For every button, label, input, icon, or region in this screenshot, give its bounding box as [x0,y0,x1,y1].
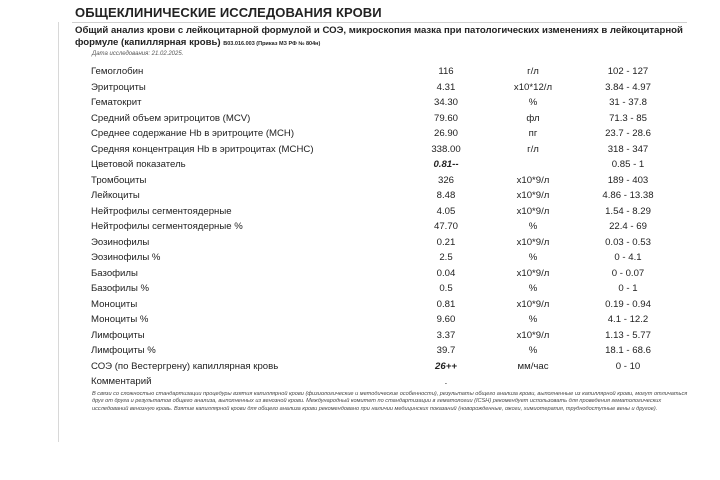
result-unit-text: г/л [527,143,539,155]
test-title [75,25,690,50]
result-value-text: 116 [438,66,454,77]
result-unit [516,190,566,201]
result-name-text: Комментарий [91,376,152,387]
result-name [91,66,143,77]
footnote: В связи со сложностью стандартизации процедуры взятия капиллярной крови (физиологические и методические особенности), результаты общего анализа крови, выполненные из капиллярной крови, могут отличаться друг от друга и результатов общего анализа, выполненных из венозной крови. Международный комитет по стандартизации в гематологии (ICSH) рекомендует использовать для проведения гематологических исследований венозную кровь. Взятие капиллярной крови для общего анализа крови рекомендовано при наличии медицинских показаний (новорожденные, ожоги, химиотерапия, труднодоступные вены и другое). [92,391,688,412]
result-unit-text: мм/час [517,360,549,372]
result-value-text: 0.04 [436,267,456,279]
result-unit [513,81,571,93]
result-reference-text: 318 - 347 [607,143,649,155]
table-row [91,360,691,376]
result-value [439,283,453,294]
table-row [91,267,691,283]
result-unit-text: % [528,345,538,356]
result-reference [618,283,647,294]
result-reference-text: 0 - 1 [618,283,638,294]
table-row [91,143,691,159]
result-name [91,314,148,325]
result-reference [605,205,674,217]
result-value-text: 26++ [435,360,457,372]
result-unit-text: x10*12/л [513,81,553,93]
result-unit [516,205,566,217]
result-value-text: 34.30 [433,97,459,108]
result-name-text: Моноциты % [91,314,149,325]
result-name-text: Базофилы % [91,283,150,294]
result-name-text: СОЭ (по Вестергрену) капиллярная кровь [91,360,279,372]
result-name-text: Нейтрофилы сегментоядерные % [91,221,243,232]
result-name [91,221,243,232]
result-name [91,206,232,217]
table-row [91,220,691,236]
page-title: ОБЩЕКЛИНИЧЕСКИЕ ИССЛЕДОВАНИЯ КРОВИ [75,5,382,20]
result-reference-text: 0.03 - 0.53 [605,236,651,248]
result-name [91,190,140,201]
result-unit [516,267,566,279]
test-name: Общий анализ крови с лейкоцитарной формулой и СОЭ, микроскопия мазка при патологических изменениях в лейкоцитарной формуле (капиллярная кровь) [75,25,683,48]
result-name-text: Моноциты [91,298,138,310]
result-unit [528,252,542,263]
result-name-text: Цветовой показатель [91,159,186,170]
result-name-text: Лимфоциты [91,329,145,341]
result-value [433,97,459,108]
table-row [91,96,691,112]
result-unit [516,236,566,248]
result-reference [607,143,669,155]
result-value-text: 39.7 [436,345,456,356]
result-reference [609,221,666,232]
result-name [91,361,278,372]
table-row [91,313,691,329]
result-name [91,330,145,341]
result-name [91,376,151,387]
result-value [433,221,459,232]
table-row [91,344,691,360]
result-name [91,128,294,139]
result-reference [605,298,674,310]
result-unit [528,345,542,356]
result-value [436,190,456,201]
result-value-text: 338.00 [431,143,461,155]
result-reference [605,128,674,139]
result-reference [615,360,653,372]
study-date: Дата исследования: 21.02.2025. [92,51,184,57]
result-value-text: 9.60 [436,314,456,325]
table-row [91,127,691,143]
result-value [436,298,456,310]
result-unit-text: % [528,252,538,263]
result-value [438,66,454,77]
table-row [91,189,691,205]
table-row [91,298,691,314]
result-reference-text: 31 - 37.8 [609,97,647,108]
result-name-text: Нейтрофилы сегментоядерные [91,205,232,217]
result-unit-text: x10*9/л [516,267,550,279]
result-unit-text: x10*9/л [516,205,550,217]
result-unit-text: % [528,283,538,294]
result-reference [607,174,669,186]
result-reference-text: 4.1 - 12.2 [607,314,649,325]
result-value [436,81,456,93]
result-reference-text: 0 - 4.1 [614,252,642,263]
result-unit-text: % [528,314,538,325]
result-name [91,237,149,248]
result-reference [607,66,669,77]
result-reference [609,97,666,108]
result-value-text: 0.5 [439,283,453,294]
result-value-text: 0.81-- [433,159,459,170]
result-unit [528,221,542,232]
result-value [431,143,461,155]
result-name-text: Средняя концентрация Hb в эритроцитах (MCHC) [91,143,314,155]
result-unit-text: % [528,97,538,108]
result-unit [528,314,542,325]
result-name [91,283,149,294]
result-reference-text: 0 - 0.07 [611,267,645,279]
result-name [91,159,186,170]
result-reference [609,112,666,124]
result-value [433,128,459,139]
result-unit-text: фл [526,112,540,124]
result-name-text: Базофилы [91,267,138,279]
result-reference-text: 0 - 10 [615,360,641,372]
result-value-text: 8.48 [436,190,456,201]
result-name [91,175,146,186]
result-name [91,97,142,108]
result-value-text: 0.81 [436,298,456,310]
result-value [436,314,456,325]
result-reference-text: 102 - 127 [607,66,649,77]
table-row [91,81,691,97]
table-row [91,65,691,81]
result-unit [528,283,542,294]
result-value-text: 26.90 [433,128,459,139]
result-reference-text: 0.19 - 0.94 [605,298,651,310]
result-unit [516,329,566,341]
result-name [91,299,137,310]
result-name-text: Эозинофилы % [91,252,161,263]
result-unit-text: x10*9/л [516,298,550,310]
table-row [91,329,691,345]
result-name-text: Гемоглобин [91,66,144,77]
result-value [439,252,453,263]
result-unit [527,143,545,155]
result-reference [611,159,661,170]
test-code: B03.016.003 (Приказ МЗ РФ № 804н) [223,41,321,47]
result-reference [602,190,679,201]
result-value [435,360,457,372]
result-name-text: Средний объем эритроцитов (MCV) [91,112,251,124]
result-value [436,345,456,356]
result-value-text: 2.5 [439,252,453,263]
table-row [91,282,691,298]
table-row [91,158,691,174]
result-unit [526,112,546,124]
result-reference-text: 0.85 - 1 [611,159,645,170]
result-unit [528,128,542,139]
title-divider [72,22,687,23]
result-value-text: 326 [437,174,455,186]
result-reference-text: 18.1 - 68.6 [605,345,651,356]
result-reference-text: 189 - 403 [607,174,649,186]
result-name [91,252,160,263]
result-name-text: Тромбоциты [91,174,147,186]
result-value [436,236,456,248]
result-unit [516,174,566,186]
result-unit-text: % [528,221,538,232]
result-unit-text: x10*9/л [516,236,550,248]
result-value [436,267,456,279]
left-margin-rule [58,22,59,442]
result-value-text: 3.37 [436,329,456,341]
result-unit-text: x10*9/л [516,190,550,201]
table-row [91,375,691,391]
result-reference-text: 3.84 - 4.97 [605,81,651,93]
result-reference [605,345,674,356]
results-table [91,65,691,391]
result-unit-text: x10*9/л [516,329,550,341]
table-row [91,205,691,221]
result-value-text: 4.05 [436,205,456,217]
result-name-text: Лейкоциты [91,190,140,201]
result-value-text: 4.31 [436,81,456,93]
result-unit-text: г/л [527,66,539,77]
result-name [91,268,138,279]
result-value [446,376,447,387]
result-reference [605,329,674,341]
result-name [91,144,314,155]
result-unit [517,360,564,372]
result-reference-text: 71.3 - 85 [609,112,647,124]
result-reference-text: 1.13 - 5.77 [605,329,651,341]
result-reference-text: 4.86 - 13.38 [602,190,654,201]
result-reference [607,314,669,325]
result-reference-text: 23.7 - 28.6 [605,128,651,139]
result-reference [605,236,674,248]
result-unit [528,97,542,108]
result-reference-text: 22.4 - 69 [609,221,647,232]
result-value-text: 47.70 [433,221,459,232]
result-name [91,113,250,124]
result-name-text: Лимфоциты % [91,345,156,356]
result-value [433,112,459,124]
table-row [91,236,691,252]
result-value [436,205,456,217]
table-row [91,112,691,128]
result-reference [614,252,655,263]
result-unit [527,66,545,77]
result-unit-text: x10*9/л [516,174,550,186]
result-name [91,82,146,93]
result-value [433,159,459,170]
result-value-text: . [444,376,448,387]
result-value [436,329,456,341]
result-value [437,174,455,186]
result-reference [605,81,674,93]
result-name-text: Эозинофилы [91,236,150,248]
result-reference-text: 1.54 - 8.29 [605,205,651,217]
table-row [91,174,691,190]
result-name [91,345,156,356]
result-unit [516,298,566,310]
result-name-text: Среднее содержание Hb в эритроците (MCH) [91,128,295,139]
result-value-text: 0.21 [436,236,456,248]
result-name-text: Эритроциты [91,81,146,93]
result-reference [611,267,661,279]
table-row [91,251,691,267]
result-value-text: 79.60 [433,112,459,124]
result-name-text: Гематокрит [91,97,142,108]
result-unit-text: пг [528,128,538,139]
